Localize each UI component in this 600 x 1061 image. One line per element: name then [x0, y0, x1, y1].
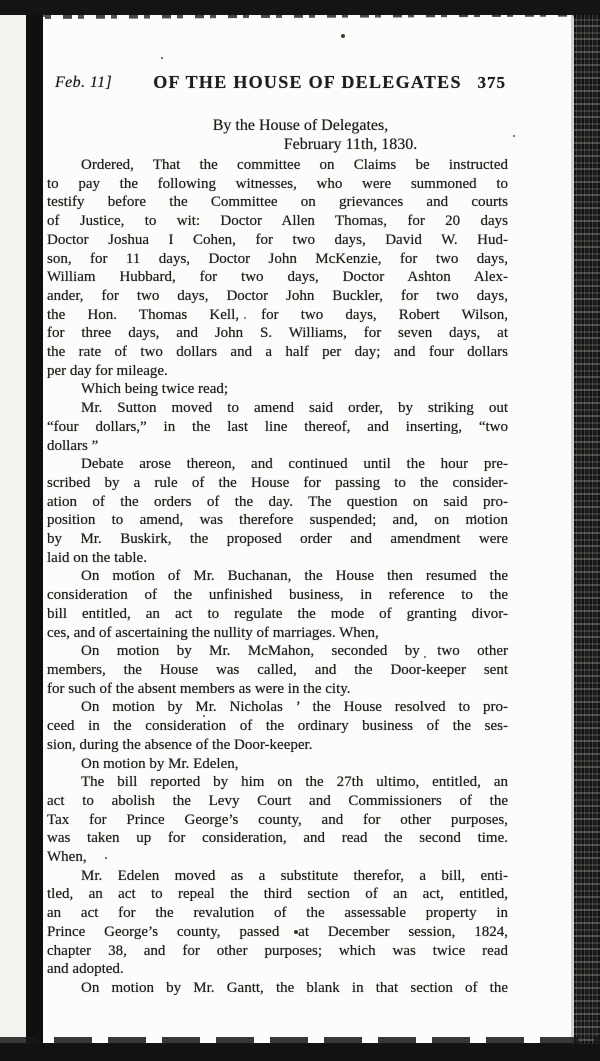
text-line: laid on the table.	[47, 549, 147, 566]
text-line: the rate of two dollars and a half per day; and four dollars	[47, 344, 508, 361]
text-line: was taken up for consideration, and read the second time.	[47, 830, 508, 847]
text-line: Ordered, That the committee on Claims be instructed	[81, 157, 508, 173]
text-line: an act for the revalution of the assessable property in	[47, 905, 508, 922]
page	[43, 15, 574, 1043]
running-title: OF THE HOUSE OF DELEGATES	[153, 72, 462, 92]
text-line: When,	[47, 849, 87, 866]
byline: By the House of Delegates,	[212, 117, 389, 134]
running-header	[47, 72, 508, 96]
text-line: for three days, and John S. Williams, for seven days, at	[47, 325, 508, 342]
text-line: chapter 38, and for other purposes; which was twice read	[47, 942, 508, 959]
text-line: William Hubbard, for two days, Doctor Ashton Alex-	[47, 269, 508, 286]
text-line: On motion by Mr. Gantt, the blank in that section of the	[81, 979, 508, 996]
text-line: Prince George’s county, passed at December session, 1824,	[47, 923, 508, 940]
text-line: for such of the absent members as were in the city.	[47, 680, 351, 697]
dateline: February 11th, 1830.	[283, 136, 418, 153]
text-line: ation of the orders of the day. The question on said pro-	[47, 493, 508, 510]
text-line: the Hon. Thomas Kell, for two days, Robert Wilson,	[47, 306, 508, 323]
header-date-label: Feb. 11]	[55, 74, 113, 91]
page-number: 375	[477, 73, 506, 92]
text-line: son, for 11 days, Doctor John McKenzie, for two days,	[47, 250, 508, 267]
text-line: The bill reported by him on the 27th ultimo, entitled, an	[81, 774, 508, 791]
page-content	[47, 72, 508, 998]
text-line: ander, for two days, Doctor John Buckler, for two days,	[47, 287, 508, 304]
text-line: “four dollars,” in the last line thereof, and inserting, “two	[47, 418, 508, 435]
text-line: ces, and of ascertaining the nullity of marriages. When,	[47, 624, 379, 641]
text-line: act to abolish the Levy Court and Commissioners of the	[47, 792, 508, 809]
text-line: On motion by Mr. Edelen,	[81, 755, 239, 772]
text-line: Doctor Joshua I Cohen, for two days, David W. Hud-	[47, 231, 508, 248]
text-line: Which being twice read;	[81, 381, 229, 398]
text-line: Debate arose thereon, and continued until the hour pre-	[81, 456, 508, 473]
text-line: members, the House was called, and the Door-keeper sent	[47, 661, 508, 678]
text-line: testify before the Committee on grievances and courts	[47, 194, 508, 211]
text-line: ceed in the consideration of the ordinary business of the ses-	[47, 718, 508, 735]
text-line: to pay the following witnesses, who were summoned to	[47, 175, 508, 192]
text-line: On motion by Mr. McMahon, seconded by two other	[81, 643, 508, 660]
text-line: On motion by Mr. Nicholas ’ the House resolved to pro-	[81, 699, 508, 716]
page-right-deckle-edge	[574, 12, 600, 1045]
text-line: scribed by a rule of the House for passing to the consider-	[47, 474, 508, 491]
body-text	[47, 156, 508, 998]
text-line: bill entitled, an act to regulate the mode of granting divor-	[47, 605, 508, 622]
text-line: and adopted.	[47, 961, 124, 978]
text-line: tled, an act to repeal the third section of an act, entitled,	[47, 886, 508, 903]
text-line: dollars ”	[47, 437, 99, 454]
text-line: Mr. Sutton moved to amend said order, by striking out	[81, 400, 508, 417]
text-line: On motion of Mr. Buchanan, the House then resumed the	[81, 568, 508, 585]
text-line: Mr. Edelen moved as a substitute therefor, a bill, enti-	[81, 867, 508, 884]
page-left-margin	[0, 14, 26, 1043]
binding-gutter-bar	[26, 14, 43, 1042]
text-line: consideration of the unfinished business, in reference to the	[47, 587, 508, 604]
text-line: of Justice, to wit: Doctor Allen Thomas, for 20 days	[47, 213, 508, 230]
text-line: Tax for Prince George’s county, and for other purposes,	[47, 811, 508, 828]
text-line: position to amend, was therefore suspended; and, on motion	[47, 512, 508, 529]
scan-border-top	[0, 0, 600, 15]
text-line: by Mr. Buskirk, the proposed order and amendment were	[47, 531, 508, 548]
text-line: sion, during the absence of the Door-keeper.	[47, 736, 313, 753]
scan-border-bottom	[0, 1044, 600, 1061]
text-line: per day for mileage.	[47, 362, 168, 379]
